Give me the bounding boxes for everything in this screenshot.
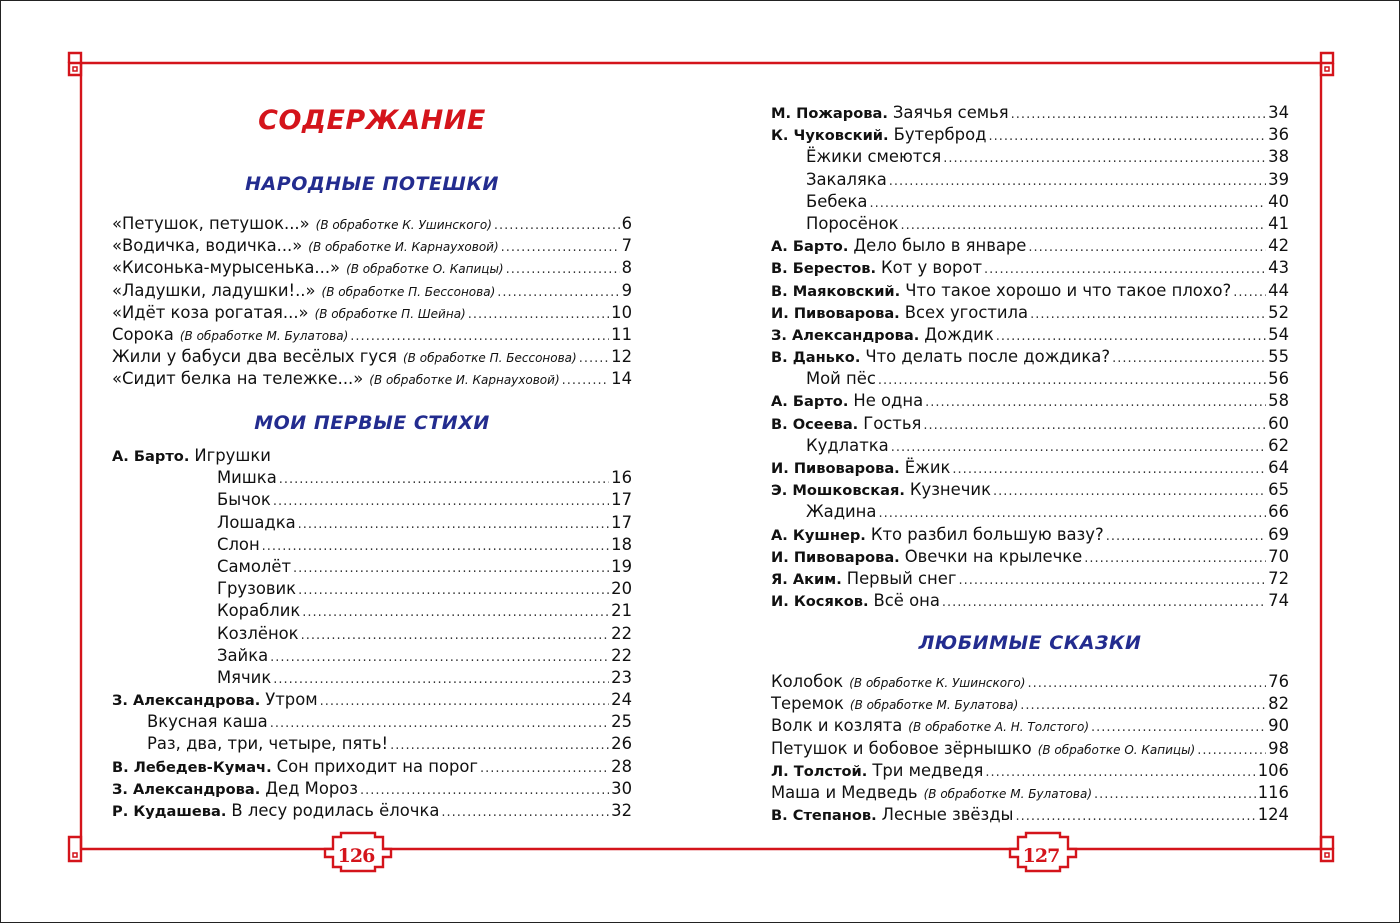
toc-title: Сон приходит на порог — [276, 756, 479, 776]
toc-entry — [112, 800, 632, 822]
dot-leader — [497, 282, 619, 304]
toc-title: Кудлатка — [806, 435, 889, 455]
toc-entry — [112, 302, 632, 324]
dot-leader — [1094, 784, 1256, 806]
toc-entry — [771, 191, 1289, 213]
toc-author: В. Берестов. — [771, 260, 877, 278]
dot-leader — [390, 735, 609, 757]
toc-entry — [112, 689, 632, 711]
dot-leader — [494, 215, 620, 237]
toc-page-number: 44 — [1268, 280, 1289, 300]
toc-page-number: 21 — [611, 601, 632, 621]
toc-title: Петушок и бобовое зёрнышко — [771, 738, 1032, 758]
toc-author: А. Кушнер. — [771, 526, 866, 544]
toc-entry — [771, 804, 1289, 826]
dot-leader — [984, 259, 1266, 281]
toc-entry — [771, 146, 1289, 168]
dot-leader — [996, 326, 1266, 348]
dot-leader — [1091, 717, 1266, 739]
dot-leader — [925, 392, 1266, 414]
toc-page-number: 9 — [621, 280, 632, 300]
toc-title: «Водичка, водичка...» — [112, 236, 303, 256]
toc-page-number: 12 — [611, 347, 632, 367]
dot-leader — [889, 171, 1266, 193]
toc-entry — [112, 324, 632, 346]
toc-title: Всё она — [873, 591, 940, 611]
toc-author: М. Пожарова. — [771, 105, 888, 122]
toc-entry — [771, 546, 1289, 568]
toc-page-number: 124 — [1257, 805, 1289, 825]
toc-entry — [771, 782, 1289, 804]
left-page-number: 126 — [337, 845, 375, 867]
toc-page-number: 69 — [1268, 524, 1289, 544]
toc-page-number: 60 — [1268, 413, 1289, 433]
toc-entry — [112, 623, 632, 645]
toc-author: А. Барто. — [771, 238, 849, 256]
toc-author: Р. Кудашева. — [112, 803, 227, 820]
toc-title: Мой пёс — [806, 369, 876, 389]
toc-entry — [771, 368, 1289, 390]
toc-page-number: 17 — [611, 490, 632, 510]
toc-entry — [771, 213, 1289, 235]
dot-leader — [1112, 348, 1266, 370]
toc-entry — [112, 778, 632, 800]
toc-page-number: 7 — [621, 236, 632, 256]
dot-leader — [952, 459, 1266, 481]
toc-page-number: 70 — [1268, 546, 1289, 566]
dot-leader — [441, 802, 609, 824]
toc-entry — [771, 457, 1289, 479]
dot-leader — [1084, 548, 1266, 570]
toc-page-number: 90 — [1268, 716, 1289, 736]
toc-title: Ёжик — [904, 458, 951, 477]
toc-title: Утром — [265, 690, 318, 710]
toc-entry — [112, 467, 632, 489]
toc-entry — [771, 479, 1289, 501]
toc-note: (В обработке И. Карнауховой) — [308, 240, 499, 255]
toc-title: Теремок — [771, 694, 844, 714]
toc-page-number: 24 — [611, 690, 632, 710]
toc-page-number: 72 — [1268, 568, 1289, 588]
toc-page-number: 74 — [1268, 591, 1289, 611]
toc-page-number: 43 — [1268, 258, 1289, 278]
toc-page-number: 20 — [611, 579, 632, 599]
toc-page-number: 66 — [1268, 502, 1289, 522]
toc-title: Жили у бабуси два весёлых гуся — [112, 347, 397, 367]
toc-page-number: 22 — [611, 623, 632, 643]
toc-title: Что делать после дождика? — [865, 347, 1111, 367]
toc-note: (В обработке П. Бессонова) — [321, 284, 496, 299]
dot-leader — [943, 148, 1266, 170]
dot-leader — [869, 193, 1266, 215]
dot-leader — [298, 580, 609, 602]
section-title-folk: НАРОДНЫЕ ПОТЕШКИ — [245, 173, 499, 195]
toc-page-number: 36 — [1268, 125, 1289, 145]
toc-title: Маша и Медведь — [771, 782, 918, 802]
toc-entry — [112, 445, 632, 467]
toc-title: Дождик — [924, 324, 994, 344]
toc-entry — [771, 671, 1289, 693]
toc-author: В. Маяковский. — [771, 282, 901, 300]
toc-title: Что такое хорошо и что такое плохо? — [905, 280, 1232, 300]
toc-title: Поросёнок — [806, 213, 899, 233]
toc-title: Овечки на крылечке — [904, 546, 1083, 566]
toc-entry — [112, 578, 632, 600]
toc-entry — [112, 756, 632, 778]
toc-author: К. Чуковский. — [771, 127, 889, 145]
dot-leader — [302, 602, 609, 624]
toc-entry — [771, 568, 1289, 590]
toc-title: «Кисонька-мурысенька...» — [112, 258, 341, 278]
toc-page-number: 17 — [611, 512, 632, 532]
toc-author: З. Александрова. — [112, 780, 261, 798]
dot-leader — [942, 592, 1266, 614]
toc-title: Мишка — [217, 468, 277, 488]
dot-leader — [480, 758, 609, 780]
toc-entry — [771, 390, 1289, 412]
toc-page-number: 62 — [1268, 435, 1289, 455]
toc-title: Слон — [217, 534, 260, 554]
section-title-poems: МОИ ПЕРВЫЕ СТИХИ — [254, 412, 490, 434]
toc-page-number: 106 — [1257, 760, 1289, 780]
toc-title: В лесу родилась ёлочка — [231, 801, 440, 820]
toc-page-number: 64 — [1268, 458, 1289, 477]
toc-page-number: 16 — [611, 468, 632, 488]
right-page-number: 127 — [1022, 845, 1060, 867]
toc-entry — [112, 257, 632, 279]
dot-leader — [301, 625, 610, 647]
toc-note: (В обработке О. Капицы) — [1037, 742, 1196, 757]
toc-entry — [771, 590, 1289, 612]
toc-entry — [112, 489, 632, 511]
dot-leader — [988, 126, 1266, 148]
dot-leader — [279, 469, 609, 491]
toc-page-number: 18 — [611, 534, 632, 554]
toc-page-number: 32 — [611, 801, 632, 820]
section-title-tales: ЛЮБИМЫЕ СКАЗКИ — [918, 632, 1142, 654]
toc-title: Кот у ворот — [881, 258, 983, 278]
toc-note: (В обработке М. Булатова) — [849, 698, 1019, 713]
dot-leader — [468, 304, 609, 326]
toc-entry — [771, 738, 1289, 760]
toc-entry — [112, 368, 632, 390]
toc-title: Бычок — [217, 490, 271, 510]
toc-entry — [112, 711, 632, 733]
dot-leader — [1015, 806, 1255, 828]
toc-note: (В обработке К. Ушинского) — [849, 676, 1026, 690]
dot-leader — [273, 491, 609, 513]
dot-leader — [262, 536, 609, 558]
toc-author: В. Осеева. — [771, 415, 859, 433]
toc-title: Колобок — [771, 672, 844, 691]
toc-title: Лесные звёзды — [881, 805, 1014, 825]
toc-entry — [771, 760, 1289, 782]
toc-author: А. Барто. — [112, 448, 190, 465]
toc-title: Игрушки — [194, 446, 271, 465]
toc-entry — [771, 169, 1289, 191]
toc-title: Волк и козлята — [771, 716, 903, 736]
toc-author: Я. Аким. — [771, 570, 842, 588]
dot-leader — [270, 713, 609, 735]
toc-page-number: 30 — [611, 778, 632, 798]
toc-author: И. Пивоварова. — [771, 304, 900, 322]
toc-title: «Петушок, петушок...» — [112, 214, 310, 233]
toc-page-number: 8 — [621, 258, 632, 278]
toc-page-number: 34 — [1268, 103, 1289, 122]
toc-entry — [112, 534, 632, 556]
toc-entry — [112, 280, 632, 302]
toc-author: И. Пивоварова. — [771, 548, 900, 566]
toc-page-number: 22 — [611, 645, 632, 665]
dot-leader — [298, 514, 609, 536]
toc-entry — [112, 235, 632, 257]
toc-title: Заячья семья — [892, 103, 1009, 122]
toc-title: Не одна — [853, 391, 924, 411]
dot-leader — [579, 348, 609, 370]
toc-entry — [771, 346, 1289, 368]
toc-title: Бебека — [806, 191, 868, 211]
toc-page-number: 56 — [1268, 369, 1289, 389]
toc-note: (В обработке А. Н. Толстого) — [908, 720, 1090, 735]
toc-entry — [112, 733, 632, 755]
dot-leader — [901, 215, 1267, 237]
toc-page-number: 10 — [611, 302, 632, 322]
dot-leader — [350, 326, 609, 348]
dot-leader — [293, 558, 609, 580]
toc-entry — [771, 435, 1289, 457]
toc-entry — [771, 693, 1289, 715]
toc-author: Л. Толстой. — [771, 762, 868, 780]
toc-entry — [771, 324, 1289, 346]
toc-entry — [771, 235, 1289, 257]
toc-author: И. Косяков. — [771, 593, 869, 611]
toc-title: Кораблик — [217, 601, 301, 621]
toc-page-number: 11 — [611, 324, 632, 344]
toc-entry — [112, 512, 632, 534]
toc-title: Первый снег — [846, 568, 957, 588]
toc-title: Грузовик — [217, 579, 297, 599]
toc-author: З. Александрова. — [112, 692, 261, 710]
dot-leader — [562, 370, 610, 392]
toc-note: (В обработке М. Булатова) — [923, 786, 1093, 801]
toc-entry — [112, 645, 632, 667]
toc-title: Козлёнок — [217, 623, 299, 643]
dot-leader — [1027, 673, 1266, 695]
toc-note: (В обработке П. Бессонова) — [403, 351, 577, 366]
toc-title: Всех угостила — [904, 302, 1029, 322]
toc-page-number: 6 — [621, 214, 632, 233]
toc-note: (В обработке П. Шейна) — [314, 306, 466, 321]
toc-page-number: 82 — [1268, 694, 1289, 714]
toc-title: Мячик — [217, 667, 272, 687]
toc-entry — [112, 667, 632, 689]
dot-leader — [506, 259, 620, 281]
toc-title: Самолёт — [217, 556, 291, 576]
toc-entry — [771, 524, 1289, 546]
dot-leader — [993, 481, 1266, 503]
toc-page-number: 14 — [611, 369, 632, 389]
toc-title: «Ладушки, ладушки!..» — [112, 280, 316, 300]
toc-page-number: 26 — [611, 734, 632, 754]
toc-entry — [771, 124, 1289, 146]
toc-page-number: 55 — [1268, 347, 1289, 367]
toc-author: В. Степанов. — [771, 807, 877, 825]
toc-note: (В обработке М. Булатова) — [179, 328, 349, 343]
toc-page-number: 65 — [1268, 480, 1289, 500]
toc-entry — [112, 600, 632, 622]
toc-note: (В обработке О. Капицы) — [346, 262, 504, 277]
toc-title: Ёжики смеются — [806, 147, 942, 167]
toc-title: Закаляка — [806, 169, 887, 189]
toc-author: И. Пивоварова. — [771, 460, 900, 477]
dot-leader — [985, 762, 1255, 784]
toc-title: Вкусная каша — [147, 712, 268, 732]
toc-title: Раз, два, три, четыре, пять! — [147, 734, 389, 754]
toc-title: Лошадка — [217, 512, 296, 532]
toc-author: Э. Мошковская. — [771, 482, 905, 500]
toc-page-number: 52 — [1268, 302, 1289, 322]
toc-page-number: 25 — [611, 712, 632, 732]
toc-author: В. Данько. — [771, 349, 861, 367]
dot-leader — [923, 415, 1266, 437]
toc-list-folk — [112, 213, 632, 391]
dot-leader — [1233, 282, 1266, 304]
toc-author: В. Лебедев-Кумач. — [112, 758, 272, 776]
toc-page-number: 19 — [611, 556, 632, 576]
toc-page-number: 98 — [1268, 738, 1289, 758]
dot-leader — [1030, 304, 1266, 326]
dot-leader — [1197, 740, 1266, 762]
toc-entry — [771, 257, 1289, 279]
toc-page-number: 28 — [611, 756, 632, 776]
toc-author: А. Барто. — [771, 393, 849, 411]
toc-title: «Сидит белка на тележке...» — [112, 369, 364, 389]
dot-leader — [878, 370, 1266, 392]
toc-page-number: 54 — [1268, 324, 1289, 344]
toc-page-number: 41 — [1268, 213, 1289, 233]
dot-leader — [1020, 695, 1266, 717]
dot-leader — [1011, 104, 1266, 126]
toc-list-tales — [771, 671, 1289, 826]
toc-note: (В обработке К. Ушинского) — [315, 218, 492, 232]
toc-title: Бутерброд — [893, 125, 987, 145]
dot-leader — [320, 691, 610, 713]
toc-list-poems — [112, 445, 632, 822]
dot-leader — [501, 237, 620, 259]
toc-page-number: 58 — [1268, 391, 1289, 411]
toc-entry — [112, 556, 632, 578]
toc-page-number: 39 — [1268, 169, 1289, 189]
toc-entry — [771, 715, 1289, 737]
toc-title: Три медведя — [872, 760, 984, 780]
toc-page-number: 76 — [1268, 672, 1289, 691]
toc-page-number: 38 — [1268, 147, 1289, 167]
toc-entry — [112, 213, 632, 235]
dot-leader — [958, 570, 1266, 592]
toc-entry — [771, 102, 1289, 124]
toc-author: З. Александрова. — [771, 326, 920, 344]
toc-entry — [771, 501, 1289, 523]
toc-title: Гостья — [863, 413, 922, 433]
toc-page-number: 40 — [1268, 191, 1289, 211]
toc-title: Дело было в январе — [853, 236, 1027, 256]
dot-leader — [360, 780, 609, 802]
dot-leader — [273, 669, 609, 691]
toc-entry — [112, 346, 632, 368]
toc-page-number: 42 — [1268, 236, 1289, 256]
toc-title: Зайка — [217, 645, 269, 665]
toc-entry — [771, 280, 1289, 302]
toc-title: Дед Мороз — [265, 778, 358, 798]
toc-page-number: 116 — [1257, 782, 1289, 802]
dot-leader — [1106, 526, 1266, 548]
page-title: СОДЕРЖАНИЕ — [258, 105, 486, 136]
toc-title: «Идёт коза рогатая...» — [112, 302, 309, 322]
toc-title: Сорока — [112, 324, 174, 344]
dot-leader — [270, 647, 609, 669]
toc-title: Кто разбил большую вазу? — [870, 524, 1104, 544]
toc-note: (В обработке И. Карнауховой) — [369, 373, 560, 388]
dot-leader — [878, 503, 1266, 525]
toc-title: Жадина — [806, 502, 877, 522]
dot-leader — [1028, 237, 1266, 259]
toc-entry — [771, 413, 1289, 435]
toc-list-poems-continued — [771, 102, 1289, 612]
toc-title: Кузнечик — [909, 480, 991, 500]
toc-entry — [771, 302, 1289, 324]
toc-page-number: 23 — [611, 667, 632, 687]
dot-leader — [891, 437, 1266, 459]
